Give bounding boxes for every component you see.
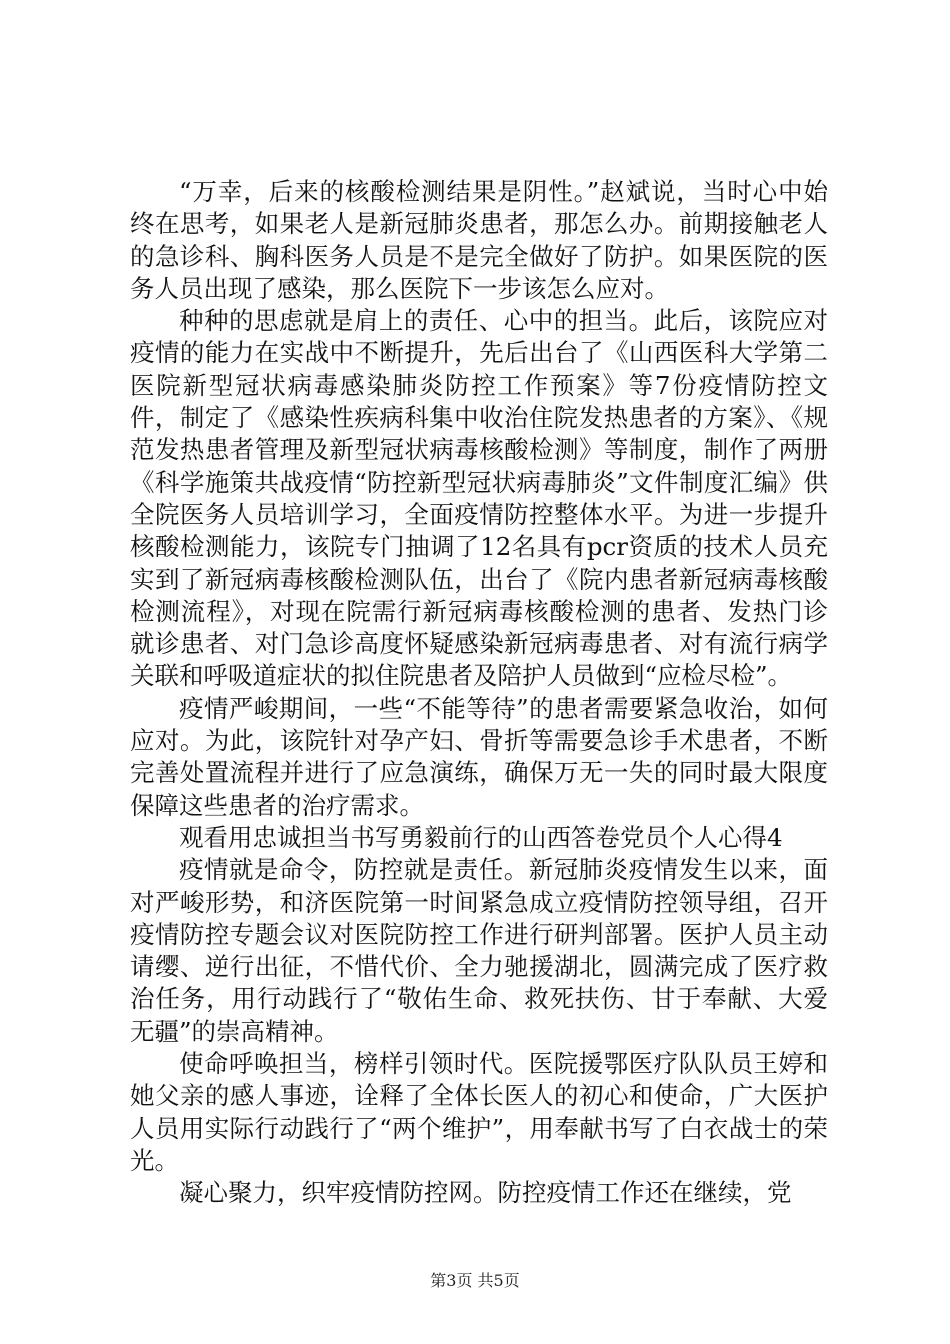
page-number-footer: 第3页 共5页 [430, 1271, 520, 1290]
section-heading: 观看用忠诚担当书写勇毅前行的山西答卷党员个人心得4 [179, 822, 783, 852]
paragraph-responsibility: 种种的思虑就是肩上的责任、心中的担当。此后，该院应对疫情的能力在实战中不断提升，先后出台了《山西医科大学第二医院新型冠状病毒感染肺炎防控工作预案》等7份疫情防控文件，制定了《感染性疾病科集中收治住院发热患者的方案》、《规范发热患者管理及新型冠状病毒核酸检测》等制度，制作了两册《科学施策共战疫情“防控新型冠状病毒肺炎”文件制度汇编》供全院医务人员培训学习，全面疫情防控整体水平。为进一步提升核酸检测能力，该院专门抽调了12名具有pcr资质的技术人员充实到了新冠病毒核酸检测队伍，出台了《院内患者新冠病毒核酸检测流程》，对现在院需行新冠病毒核酸检测的患者、发热门诊就诊患者、对门急诊高度怀疑感染新冠病毒患者、对有流行病学关联和呼吸道症状的拟住院患者及陪护人员做到“应检尽检”。 [130, 306, 828, 691]
paragraph-prevention-network: 凝心聚力，织牢疫情防控网。防控疫情工作还在继续，党 [179, 1178, 792, 1208]
paragraph-epidemic-command: 疫情就是命令，防控就是责任。新冠肺炎疫情发生以来，面对严峻形势，和济医院第一时间紧急成立疫情防控领导组，召开疫情防控专题会议对医院防控工作进行研判部署。医护人员主动请缨、逆行出征，不惜代价、全力驰援湖北，圆满完成了医疗救治任务，用行动践行了“敬佑生命、救死扶伤、甘于奉献、大爱无疆”的崇高精神。 [130, 855, 828, 1046]
paragraph-mission-role-model: 使命呼唤担当，榜样引领时代。医院援鄂医疗队队员王婷和她父亲的感人事迹，诠释了全体长医人的初心和使命，广大医护人员用实际行动践行了“两个维护”，用奉献书写了白衣战士的荣光。 [130, 1049, 828, 1175]
document-body [130, 176, 828, 1210]
paragraph-emergency-treatment: 疫情严峻期间，一些“不能等待”的患者需要紧急收治，如何应对。为此，该院针对孕产妇、骨折等需要急诊手术患者，不断完善处置流程并进行了应急演练，确保万无一失的同时最大限度保障这些患者的治疗需求。 [130, 693, 828, 820]
paragraph-nucleic-acid-result: “万幸，后来的核酸检测结果是阴性。”赵斌说，当时心中始终在思考，如果老人是新冠肺炎患者，那怎么办。前期接触老人的急诊科、胸科医务人员是不是完全做好了防护。如果医院的医务人员出现了感染，那么医院下一步该怎么应对。 [130, 177, 828, 303]
